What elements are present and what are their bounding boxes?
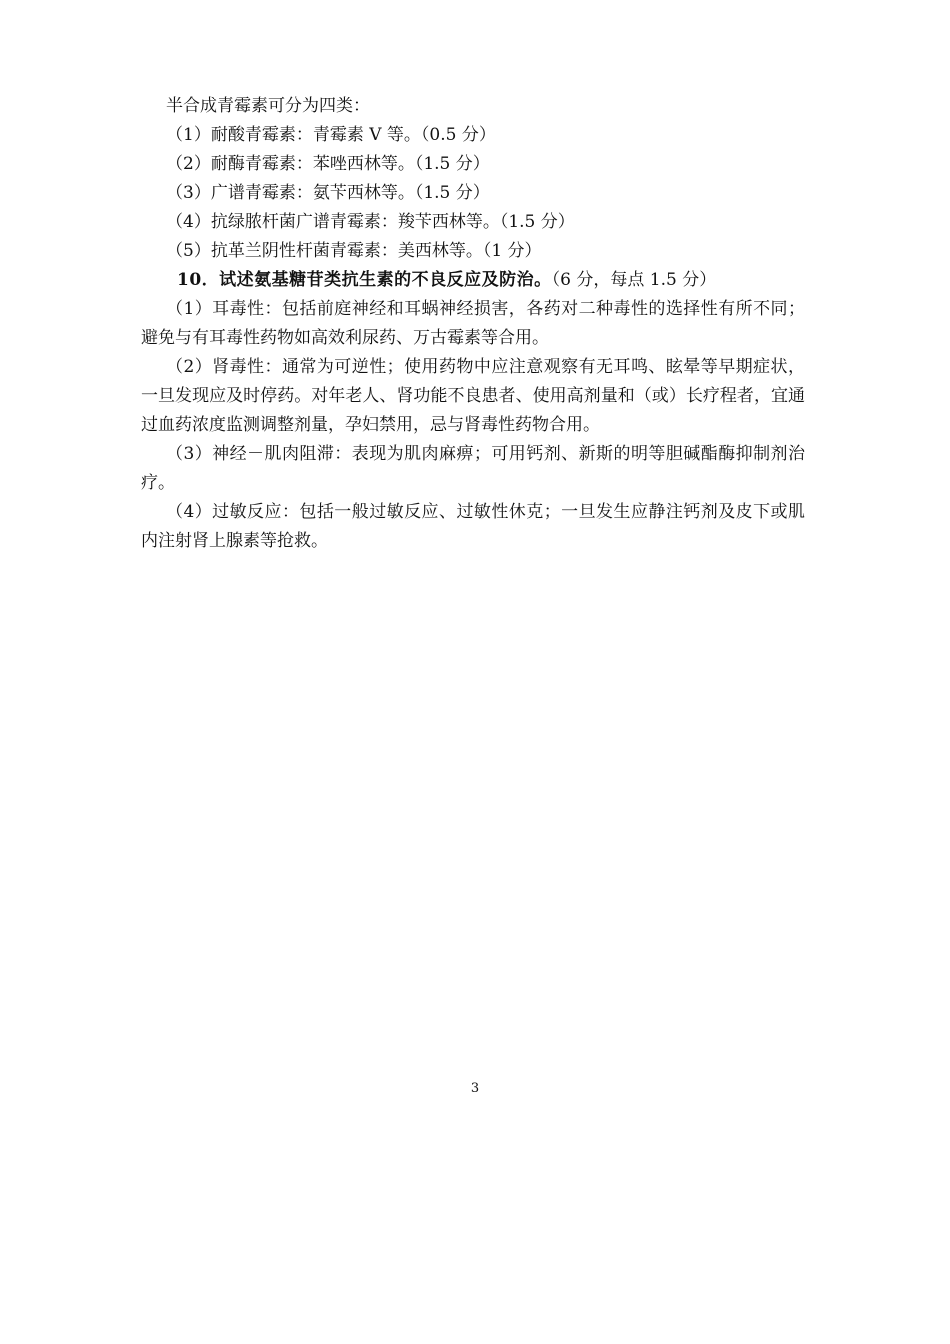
list-item: （4）抗绿脓杆菌广谱青霉素：羧苄西林等。（1.5 分） [166,212,575,232]
answer-paragraph: （3）神经－肌肉阻滞：表现为肌肉麻痹；可用钙剂、新斯的明等胆碱酯酶抑制剂治疗。 [141,444,805,493]
question-score: （6 分，每点 1.5 分） [551,270,717,290]
answer-paragraph: （4）过敏反应：包括一般过敏反应、过敏性休克；一旦发生应静注钙剂及皮下或肌内注射肾上腺素等抢救。 [141,502,805,551]
list-item: （3）广谱青霉素：氨苄西林等。（1.5 分） [166,183,490,203]
question-title: 10．试述氨基糖苷类抗生素的不良反应及防治。 [177,270,552,290]
page-content [141,92,805,556]
list-item: （2）耐酶青霉素：苯唑西林等。（1.5 分） [166,154,490,174]
list-item: （5）抗革兰阴性杆菌青霉素：美西林等。（1 分） [166,241,542,261]
intro-text: 半合成青霉素可分为四类： [166,96,370,116]
question-heading [141,266,805,295]
page-number: 3 [470,1081,480,1096]
list-item: （1）耐酸青霉素：青霉素 V 等。（0.5 分） [166,125,496,145]
answer-paragraph: （1）耳毒性：包括前庭神经和耳蜗神经损害，各药对二种毒性的选择性有所不同；避免与有耳毒性药物如高效利尿药、万古霉素等合用。 [141,299,805,348]
answer-paragraph: （2）肾毒性：通常为可逆性；使用药物中应注意观察有无耳鸣、眩晕等早期症状，一旦发现应及时停药。对年老人、肾功能不良患者、使用高剂量和（或）长疗程者，宜通过血药浓度监测调整剂量，孕妇禁用，忌与肾毒性药物合用。 [141,357,805,435]
